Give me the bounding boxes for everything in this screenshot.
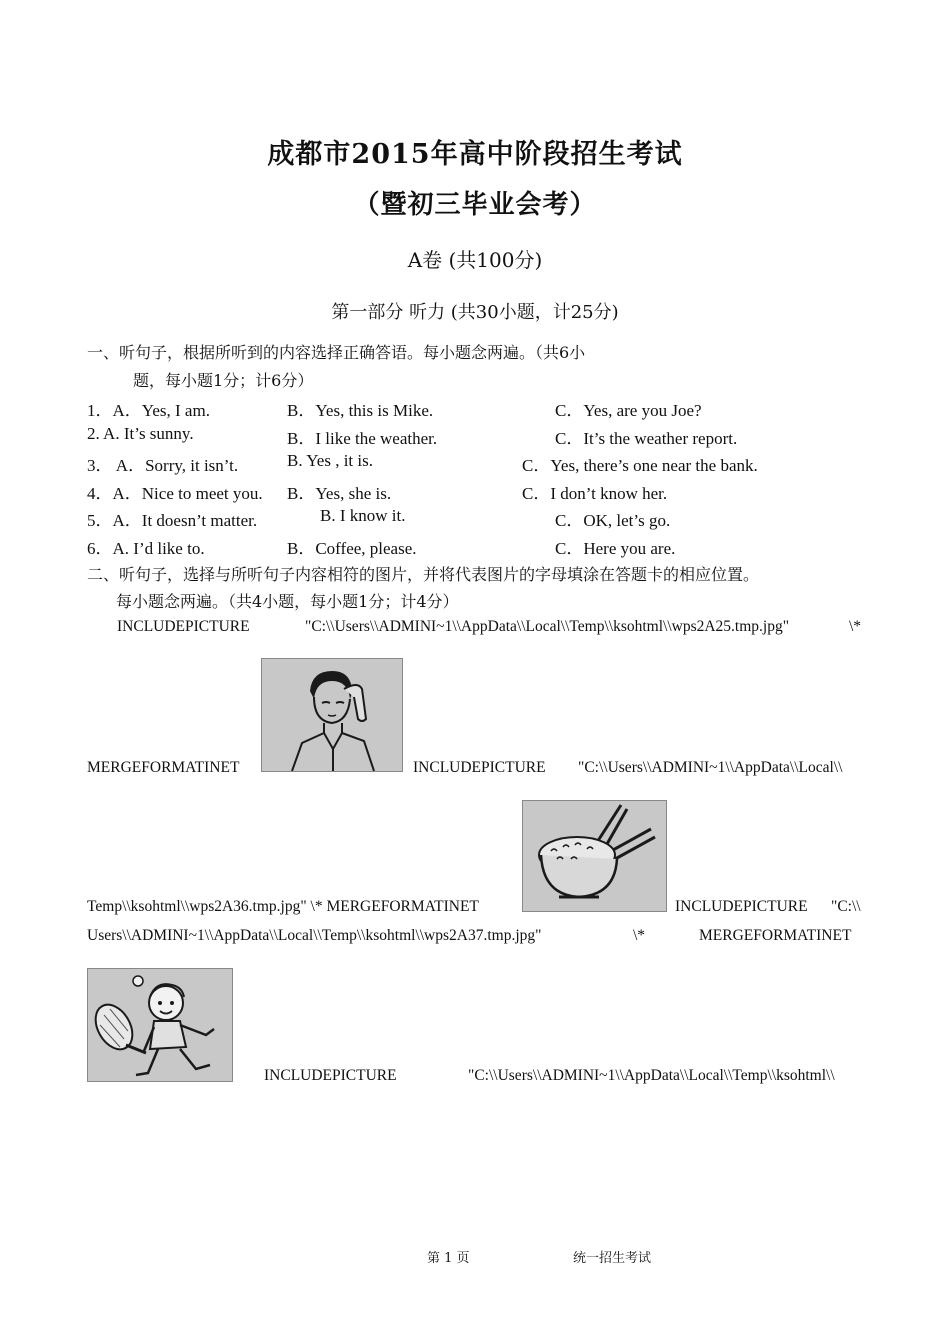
question-6-b: B．Coffee, please. xyxy=(287,539,417,558)
field-code-switch: \* xyxy=(849,618,862,635)
question-1-a: 1．A．Yes, I am. xyxy=(87,401,210,420)
question-5-a: 5．A．It doesn’t matter. xyxy=(87,511,258,530)
question-1-c: C．Yes, are you Joe? xyxy=(555,401,702,420)
question-5-c: C．OK, let’s go. xyxy=(555,511,671,530)
question-3-b: B. Yes , it is. xyxy=(287,451,373,470)
section1-heading-cont: 题，每小题1分；计6分） xyxy=(133,371,314,390)
question-6-c: C．Here you are. xyxy=(555,539,676,558)
field-code-text: INCLUDEPICTURE xyxy=(264,1067,397,1084)
field-code-merge: MERGEFORMATINET xyxy=(87,759,240,776)
field-code-merge: MERGEFORMATINET xyxy=(699,927,852,944)
section2-heading: 二、听句子，选择与所听句子内容相符的图片，并将代表图片的字母填涂在答题卡的相应位置。 xyxy=(87,565,760,584)
question-1-b: B．Yes, this is Mike. xyxy=(287,401,434,420)
paper-label: A卷 (共100分) xyxy=(407,248,543,272)
question-3-a: 3． A．Sorry, it isn’t. xyxy=(87,456,239,475)
field-code-text: INCLUDEPICTURE xyxy=(117,618,250,635)
question-2-c: C．It’s the weather report. xyxy=(555,429,738,448)
question-4-c: C．I don’t know her. xyxy=(522,484,668,503)
exam-subtitle: （暨初三毕业会考） xyxy=(353,190,597,220)
exam-title: 成都市2015年高中阶段招生考试 xyxy=(267,139,683,170)
headache-picture xyxy=(261,658,403,772)
question-2-a: 2. A. It’s sunny. xyxy=(87,424,194,443)
question-6-a: 6．A. I’d like to. xyxy=(87,539,205,558)
footer-label: 统一招生考试 xyxy=(573,1251,652,1266)
question-4-b: B．Yes, she is. xyxy=(287,484,392,503)
field-code-path: Temp\\ksohtml\\wps2A36.tmp.jpg" \* MERGEFORMATINET xyxy=(87,898,479,915)
question-2-b: B．I like the weather. xyxy=(287,429,438,448)
section1-heading: 一、听句子，根据所听到的内容选择正确答语。每小题念两遍。（共6小 xyxy=(87,343,586,362)
rice-bowl-picture xyxy=(522,800,667,912)
part-heading: 第一部分 听力 (共30小题，计25分) xyxy=(331,302,619,323)
field-code-path: Users\\ADMINI~1\\AppData\\Local\\Temp\\ksohtml\\wps2A37.tmp.jpg" xyxy=(87,927,542,944)
section2-heading-cont: 每小题念两遍。（共4小题，每小题1分；计4分） xyxy=(116,592,459,611)
field-code-path: "C:\\Users\\ADMINI~1\\AppData\\Local\\ xyxy=(578,759,843,776)
field-code-text: INCLUDEPICTURE xyxy=(675,898,808,915)
question-3-c: C．Yes, there’s one near the bank. xyxy=(522,456,758,475)
field-code-path: "C:\\ xyxy=(831,898,861,915)
question-4-a: 4．A．Nice to meet you. xyxy=(87,484,263,503)
field-code-path: "C:\\Users\\ADMINI~1\\AppData\\Local\\Temp\\ksohtml\\wps2A25.tmp.jpg" xyxy=(305,618,790,635)
tennis-boy-picture xyxy=(87,968,233,1082)
field-code-switch: \* xyxy=(633,927,646,944)
question-5-b: B. I know it. xyxy=(320,506,406,525)
field-code-text: INCLUDEPICTURE xyxy=(413,759,546,776)
field-code-path: "C:\\Users\\ADMINI~1\\AppData\\Local\\Temp\\ksohtml\\ xyxy=(468,1067,835,1084)
page-number: 第 1 页 xyxy=(427,1251,470,1266)
